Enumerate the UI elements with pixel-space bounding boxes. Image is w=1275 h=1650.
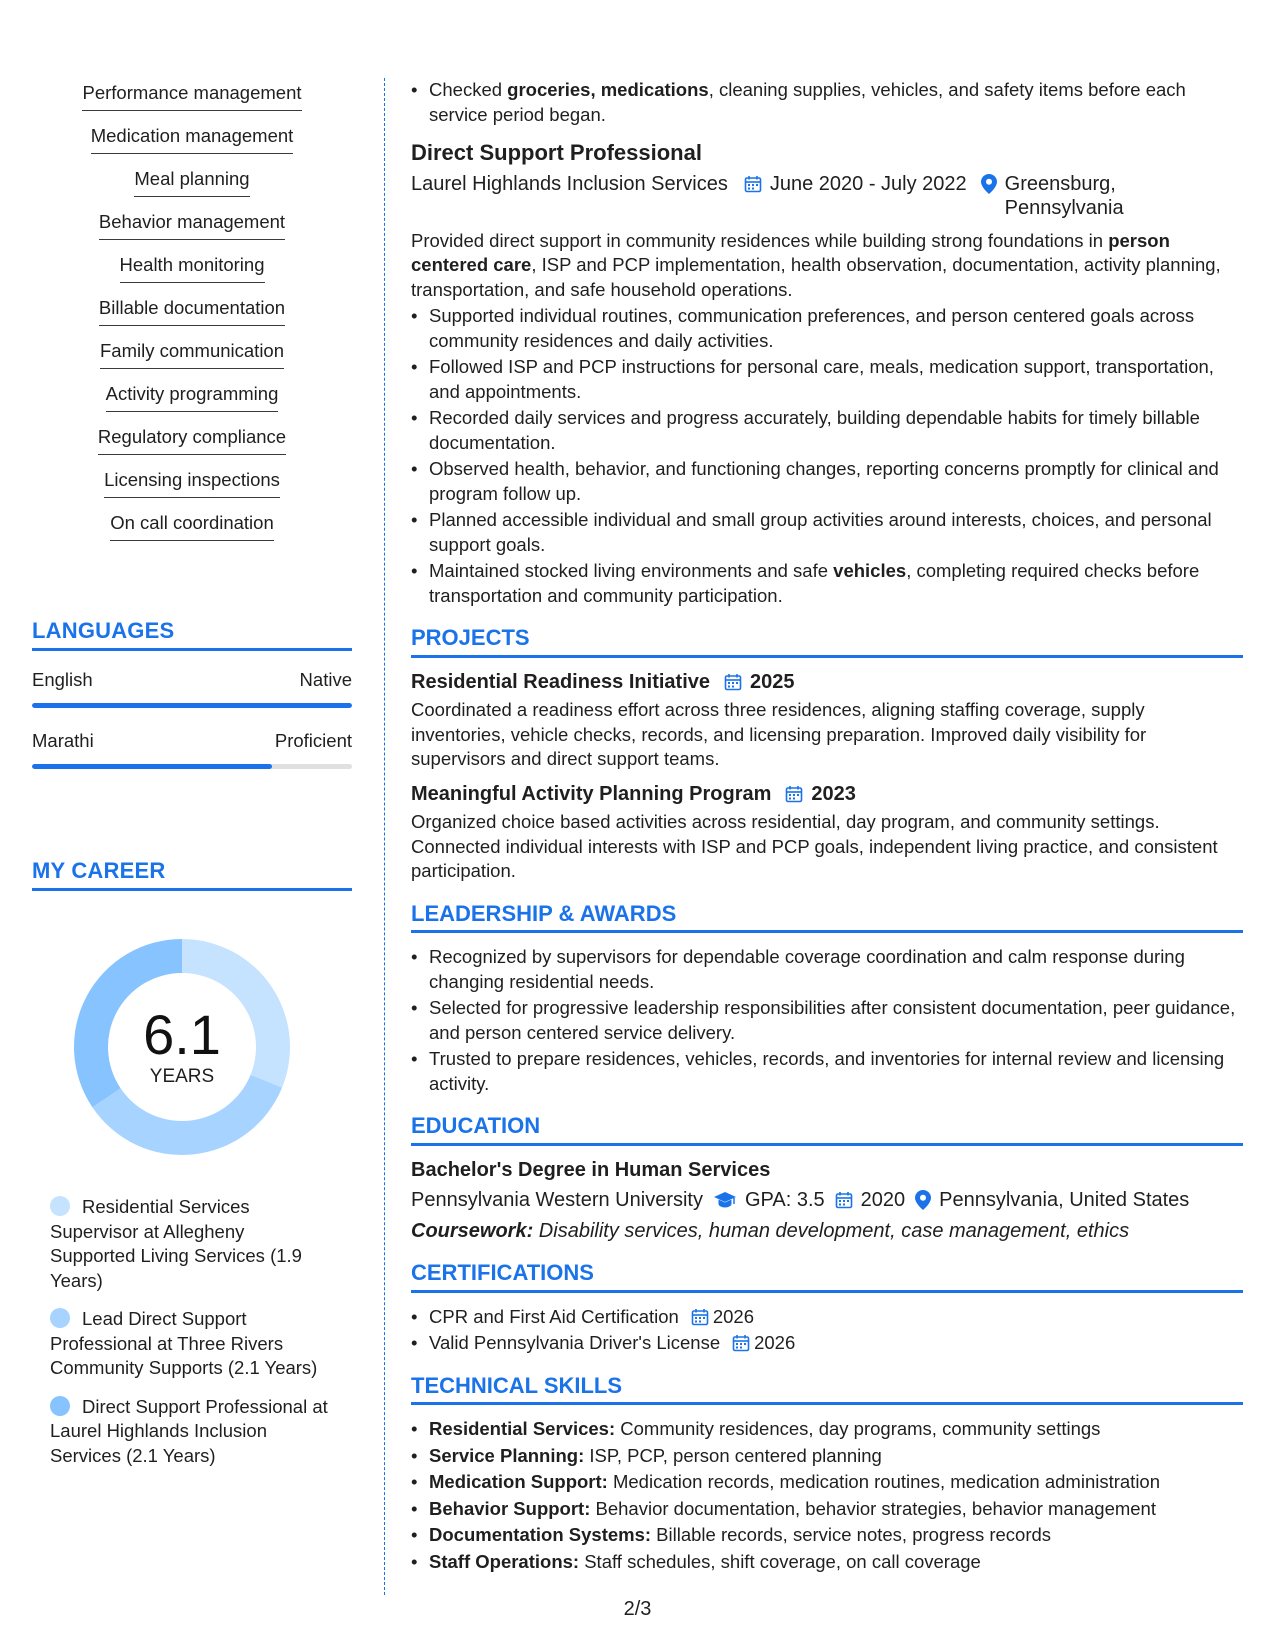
skill-item: • Behavior Support: Behavior documentation, behavior strategies, behavior management: [411, 1497, 1243, 1522]
certifications-list: [411, 1305, 1243, 1356]
strengths-list: [32, 80, 352, 541]
calendar-icon: [724, 673, 742, 691]
job-organization: Laurel Highlands Inclusion Services: [411, 172, 728, 195]
certification-item: • CPR and First Aid Certification 2026: [411, 1305, 1243, 1330]
job-location: Greensburg, Pennsylvania: [1004, 172, 1124, 219]
page-number: 2/3: [623, 1598, 652, 1620]
graduation-cap-icon: [713, 1191, 737, 1209]
job-summary: Provided direct support in community residences while building strong foundations in person centered care, ISP and PCP implementation, health observation, documentation, activity planning, transportation, and safe household operations.: [411, 229, 1221, 300]
career-legend-item: Lead Direct Support Professional at Three Rivers Community Supports (2.1 Years): [50, 1308, 318, 1378]
strength-item: Regulatory compliance: [32, 424, 352, 455]
strength-item: Behavior management: [32, 209, 352, 240]
language-proficiency-fill: [32, 703, 352, 708]
education-coursework: Coursework: Disability services, human development, case management, ethics: [411, 1219, 1130, 1242]
certification-item: • Valid Pennsylvania Driver's License 2026: [411, 1331, 1243, 1356]
career-years-label: YEARS: [149, 1066, 215, 1087]
leadership-item: • Trusted to prepare residences, vehicles, records, and inventories for internal review and licensing activity.: [411, 1047, 1243, 1096]
location-pin-icon: [915, 1190, 931, 1210]
skill-item: • Residential Services: Community residences, day programs, community settings: [411, 1417, 1243, 1442]
previous-job-bullets: [411, 78, 1243, 127]
language-proficiency-bar: [32, 764, 352, 769]
career-donut-center: [62, 927, 302, 1167]
project-year: 2025: [750, 670, 795, 693]
skill-item: • Service Planning: ISP, PCP, person centered planning: [411, 1444, 1243, 1469]
project-year: 2023: [811, 782, 856, 805]
technical-skills-list: [411, 1417, 1243, 1574]
legend-dot-icon: [50, 1396, 70, 1416]
calendar-icon: [732, 1334, 750, 1352]
left-column: [32, 80, 352, 1466]
education-gpa: GPA: 3.5: [744, 1189, 825, 1211]
job-bullet: • Followed ISP and PCP instructions for personal care, meals, medication support, transportation, and appointments.: [411, 355, 1243, 404]
strength-item: Performance management: [32, 80, 352, 111]
calendar-icon: [691, 1308, 709, 1326]
strength-item: Health monitoring: [32, 252, 352, 283]
career-legend: [50, 1195, 330, 1468]
strength-item: Family communication: [32, 338, 352, 369]
skill-item: • Staff Operations: Staff schedules, shift coverage, on call coverage: [411, 1550, 1243, 1575]
project-entry: [411, 782, 1243, 884]
strength-item: Activity programming: [32, 381, 352, 412]
strength-item: On call coordination: [32, 510, 352, 541]
strength-item: Billable documentation: [32, 295, 352, 326]
language-proficiency-bar: [32, 703, 352, 708]
language-item: [32, 730, 352, 769]
language-item: [32, 669, 352, 708]
job-title: Direct Support Professional: [411, 140, 702, 165]
project-description: Organized choice based activities across residential, day program, and community settings. Connected individual interests with ISP and PCP goals, independent living practice, and consistent participation.: [411, 811, 1218, 881]
strength-item: Meal planning: [32, 166, 352, 197]
legend-dot-icon: [50, 1308, 70, 1328]
job-bullets: [411, 304, 1243, 608]
career-legend-item: Direct Support Professional at Laurel Highlands Inclusion Services (2.1 Years): [50, 1395, 328, 1466]
languages-section: [32, 618, 352, 769]
education-year: 2020: [860, 1189, 906, 1211]
career-legend-item: Residential Services Supervisor at Allegheny Supported Living Services (1.9 Years): [50, 1196, 302, 1291]
job-bullet: • Observed health, behavior, and functioning changes, reporting concerns promptly for clinical and program follow up.: [411, 457, 1243, 506]
career-donut-chart: [62, 927, 302, 1167]
project-title: Meaningful Activity Planning Program: [411, 782, 772, 805]
job-bullet: • Checked groceries, medications, cleaning supplies, vehicles, and safety items before each service period began.: [411, 78, 1243, 127]
skill-item: • Medication Support: Medication records, medication routines, medication administration: [411, 1470, 1243, 1495]
job-bullet: • Recorded daily services and progress accurately, building dependable habits for timely billable documentation.: [411, 406, 1243, 455]
career-total-years: 6.1: [143, 1003, 221, 1066]
calendar-icon: [835, 1191, 853, 1209]
job-dates: June 2020 - July 2022: [769, 172, 967, 195]
leadership-list: [411, 945, 1243, 1096]
language-name: English: [32, 669, 93, 690]
skill-item: • Documentation Systems: Billable records, service notes, progress records: [411, 1523, 1243, 1548]
language-name: Marathi: [32, 730, 94, 751]
job-bullet: • Supported individual routines, communication preferences, and person centered goals across community residences and daily activities.: [411, 304, 1243, 353]
education-degree: Bachelor's Degree in Human Services: [411, 1158, 771, 1181]
job-bullet: • Planned accessible individual and small group activities around interests, choices, and personal support goals.: [411, 508, 1243, 557]
education-entry: [411, 1158, 1243, 1244]
leadership-heading: LEADERSHIP & AWARDS: [411, 902, 1243, 934]
career-section: [32, 858, 352, 1482]
technical-skills-heading: TECHNICAL SKILLS: [411, 1374, 1243, 1406]
language-proficiency-fill: [32, 764, 272, 769]
leadership-item: • Selected for progressive leadership responsibilities after consistent documentation, peer guidance, and person centered service delivery.: [411, 996, 1243, 1045]
experience-entry: [411, 141, 1243, 608]
projects-heading: PROJECTS: [411, 626, 1243, 658]
language-level: Native: [299, 669, 352, 690]
leadership-item: • Recognized by supervisors for dependable coverage coordination and calm response during changing residential needs.: [411, 945, 1243, 994]
job-meta: [411, 172, 1243, 221]
project-entry: [411, 670, 1243, 772]
project-description: Coordinated a readiness effort across three residences, aligning staffing coverage, supply inventories, vehicle checks, records, and licensing preparation. Improved daily visibility for supervisors and direct support teams.: [411, 699, 1147, 769]
certifications-heading: CERTIFICATIONS: [411, 1261, 1243, 1293]
column-divider: [384, 78, 385, 1595]
job-bullet: • Maintained stocked living environments and safe vehicles, completing required checks before transportation and community participation.: [411, 559, 1243, 608]
project-title: Residential Readiness Initiative: [411, 670, 710, 693]
location-pin-icon: [981, 174, 997, 194]
legend-dot-icon: [50, 1196, 70, 1216]
education-location: Pennsylvania, United States: [939, 1189, 1190, 1211]
language-level: Proficient: [274, 730, 352, 751]
career-heading: MY CAREER: [32, 858, 352, 891]
calendar-icon: [744, 175, 762, 193]
education-heading: EDUCATION: [411, 1114, 1243, 1146]
strength-item: Licensing inspections: [32, 467, 352, 498]
strength-item: Medication management: [32, 123, 352, 154]
calendar-icon: [785, 785, 803, 803]
right-column: [411, 78, 1243, 1576]
languages-heading: LANGUAGES: [32, 618, 352, 651]
education-school: Pennsylvania Western University: [411, 1189, 703, 1211]
